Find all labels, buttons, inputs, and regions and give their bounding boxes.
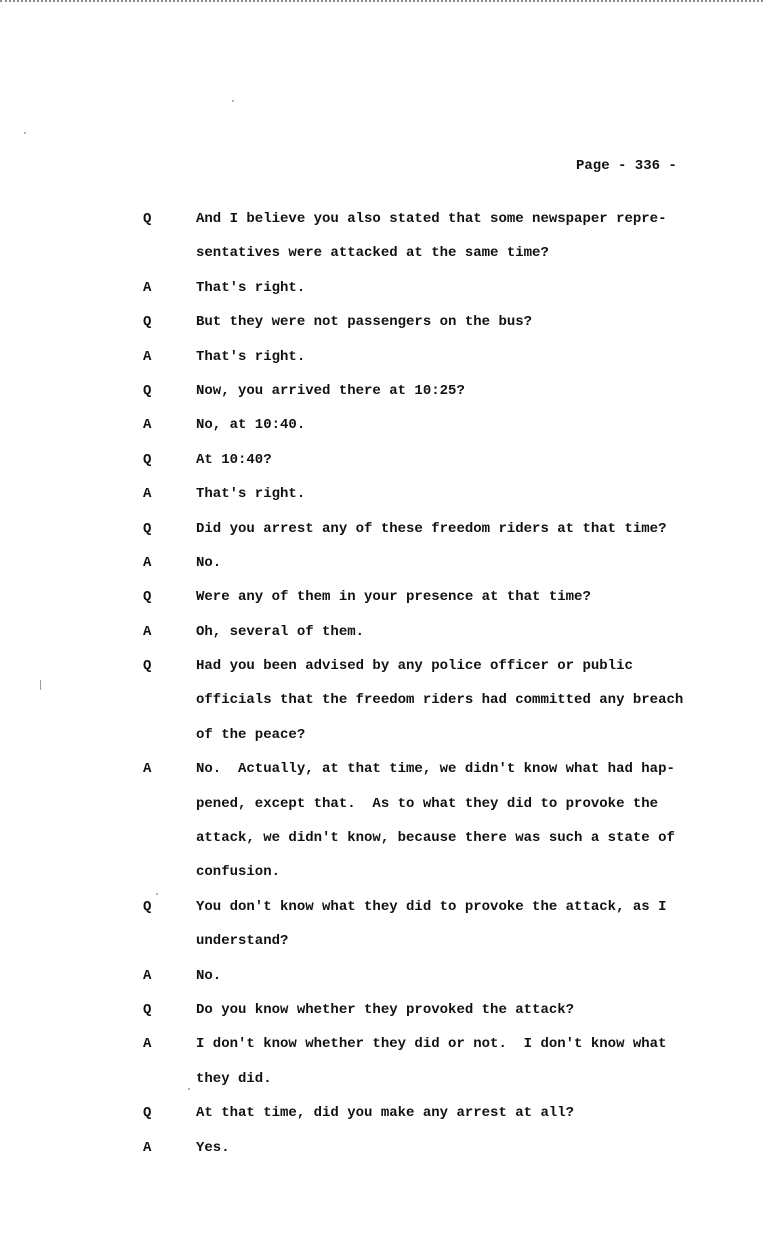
answer-text bbox=[196, 417, 736, 433]
transcript-entry bbox=[0, 314, 763, 330]
text-line: Oh, several of them. bbox=[196, 623, 365, 640]
answer-marker: A bbox=[143, 967, 152, 984]
question-text bbox=[196, 314, 736, 330]
question-marker: Q bbox=[143, 314, 152, 331]
transcript-body bbox=[0, 211, 763, 1174]
transcript-entry bbox=[0, 211, 763, 261]
question-text bbox=[196, 452, 736, 468]
text-line: I don't know whether they did or not. I don't know what bbox=[196, 1036, 667, 1053]
answer-text bbox=[196, 349, 736, 365]
text-line: No, at 10:40. bbox=[196, 417, 306, 434]
answer-marker: A bbox=[143, 623, 152, 640]
answer-text bbox=[196, 761, 736, 880]
question-text bbox=[196, 1002, 736, 1018]
text-line: Yes. bbox=[196, 1139, 230, 1156]
text-line: You don't know what they did to provoke the attack, as I bbox=[196, 898, 667, 915]
transcript-entry bbox=[0, 1105, 763, 1121]
text-line: pened, except that. As to what they did to provoke the bbox=[196, 795, 659, 812]
transcript-entry bbox=[0, 486, 763, 502]
transcript-entry bbox=[0, 658, 763, 743]
text-line: At 10:40? bbox=[196, 451, 272, 468]
transcript-entry bbox=[0, 1002, 763, 1018]
answer-text bbox=[196, 280, 736, 296]
text-line: understand? bbox=[196, 933, 289, 950]
question-text bbox=[196, 211, 736, 261]
text-line: Now, you arrived there at 10:25? bbox=[196, 382, 465, 399]
text-line: That's right. bbox=[196, 348, 306, 365]
transcript-entry bbox=[0, 589, 763, 605]
scan-speck bbox=[24, 132, 26, 134]
transcript-entry bbox=[0, 555, 763, 571]
text-line: And I believe you also stated that some newspaper repre- bbox=[196, 211, 667, 227]
question-text bbox=[196, 589, 736, 605]
question-marker: Q bbox=[143, 589, 152, 606]
answer-text bbox=[196, 624, 736, 640]
text-line: But they were not passengers on the bus? bbox=[196, 314, 533, 331]
text-line: officials that the freedom riders had committed any breach bbox=[196, 692, 684, 709]
answer-marker: A bbox=[143, 279, 152, 296]
answer-marker: A bbox=[143, 1036, 152, 1053]
scan-speck bbox=[232, 100, 234, 102]
text-line: At that time, did you make any arrest at all? bbox=[196, 1105, 575, 1122]
answer-marker: A bbox=[143, 1139, 152, 1156]
answer-text bbox=[196, 486, 736, 502]
question-text bbox=[196, 521, 736, 537]
question-marker: Q bbox=[143, 658, 152, 675]
transcript-entry bbox=[0, 899, 763, 949]
answer-marker: A bbox=[143, 486, 152, 503]
transcript-entry bbox=[0, 417, 763, 433]
question-marker: Q bbox=[143, 520, 152, 537]
answer-text bbox=[196, 1036, 736, 1086]
question-marker: Q bbox=[143, 382, 152, 399]
text-line: of the peace? bbox=[196, 726, 306, 743]
answer-marker: A bbox=[143, 348, 152, 365]
text-line: Do you know whether they provoked the attack? bbox=[196, 1001, 575, 1018]
text-line: Had you been advised by any police officer or public bbox=[196, 658, 633, 675]
text-line: they did. bbox=[196, 1070, 272, 1087]
transcript-entry bbox=[0, 624, 763, 640]
transcript-entry bbox=[0, 1036, 763, 1086]
text-line: confusion. bbox=[196, 864, 281, 881]
text-line: No. bbox=[196, 554, 222, 571]
text-line: No. Actually, at that time, we didn't know what had hap- bbox=[196, 761, 675, 778]
question-marker: Q bbox=[143, 898, 152, 915]
text-line: attack, we didn't know, because there was such a state of bbox=[196, 830, 675, 847]
answer-text bbox=[196, 968, 736, 984]
text-line: Did you arrest any of these freedom riders at that time? bbox=[196, 520, 667, 537]
question-text bbox=[196, 383, 736, 399]
top-dotted-rule bbox=[0, 0, 763, 2]
transcript-entry bbox=[0, 280, 763, 296]
transcript-entry bbox=[0, 452, 763, 468]
question-marker: Q bbox=[143, 1105, 152, 1122]
text-line: sentatives were attacked at the same time? bbox=[196, 245, 549, 262]
question-text bbox=[196, 899, 736, 949]
transcript-entry bbox=[0, 968, 763, 984]
question-marker: Q bbox=[143, 211, 152, 227]
answer-marker: A bbox=[143, 417, 152, 434]
answer-text bbox=[196, 555, 736, 571]
answer-marker: A bbox=[143, 761, 152, 778]
answer-text bbox=[196, 1140, 736, 1156]
transcript-entry bbox=[0, 761, 763, 880]
transcript-entry bbox=[0, 383, 763, 399]
question-marker: Q bbox=[143, 1001, 152, 1018]
transcript-entry bbox=[0, 349, 763, 365]
transcript-entry bbox=[0, 1140, 763, 1156]
text-line: Were any of them in your presence at that time? bbox=[196, 589, 591, 606]
text-line: That's right. bbox=[196, 279, 306, 296]
answer-marker: A bbox=[143, 554, 152, 571]
question-marker: Q bbox=[143, 451, 152, 468]
question-text bbox=[196, 1105, 736, 1121]
transcript-entry bbox=[0, 521, 763, 537]
page-number: Page - 336 - bbox=[576, 158, 677, 174]
text-line: No. bbox=[196, 967, 222, 984]
text-line: That's right. bbox=[196, 486, 306, 503]
question-text bbox=[196, 658, 736, 743]
